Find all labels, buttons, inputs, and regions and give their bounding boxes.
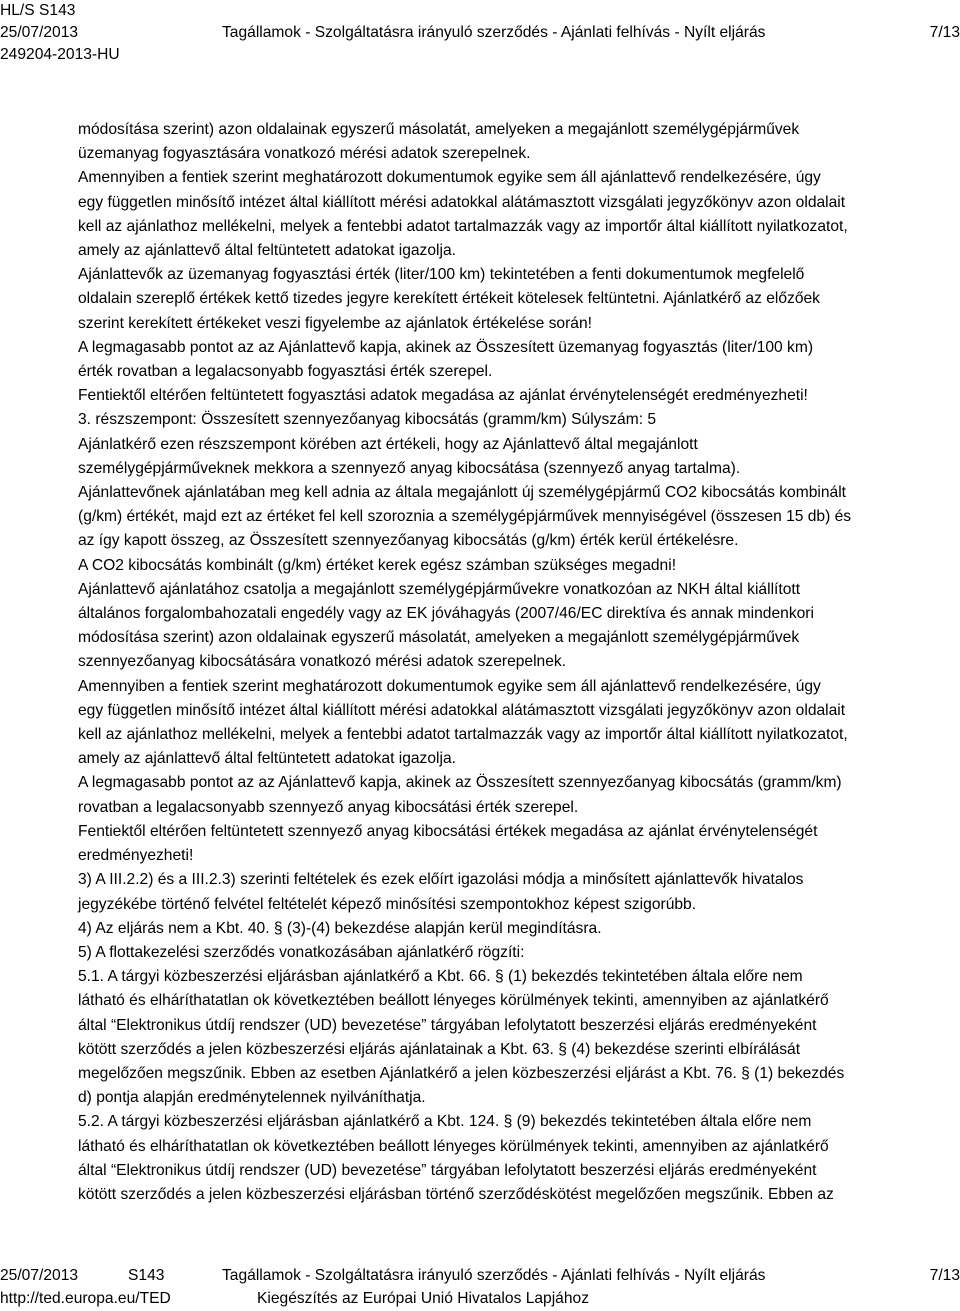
body-text-line: d) pontja alapján eredménytelennek nyilváníthatja. <box>78 1089 426 1107</box>
body-text-line: Ajánlatkérő ezen részszempont körében azt értékeli, hogy az Ajánlattevő által megajánlott <box>78 435 698 453</box>
body-text-line: 3. részszempont: Összesített szennyezőanyag kibocsátás (gramm/km) Súlyszám: 5 <box>78 411 657 429</box>
body-text-line: szerint kerekített értékeket veszi figyelembe az ajánlatok értékelése során! <box>78 314 592 332</box>
footer-line-1 <box>0 1264 960 1287</box>
body-text-line: kell az ajánlathoz mellékelni, melyek a fentebbi adatot tartalmazzák vagy az importőr által kiállított nyilatkozatot, <box>78 726 848 744</box>
page-header <box>0 0 960 70</box>
header-series: HL/S S143 <box>0 2 76 19</box>
body-text-line: 4) Az eljárás nem a Kbt. 40. § (3)-(4) bekezdése alapján kerül megindításra. <box>78 919 602 937</box>
body-text-line: Fentiektől eltérően feltüntetett szennyező anyag kibocsátási értékek megadása az ajánlat érvénytelenségét <box>78 822 818 840</box>
body-text-line: rovatban a legalacsonyabb szennyező anyag kibocsátási érték szerepel. <box>78 798 579 816</box>
footer-url[interactable]: http://ted.europa.eu/TED <box>0 1290 171 1307</box>
body-text-line: megelőzően megszűnik. Ebben az esetben Ajánlatkérő a jelen közbeszerzési eljárást a Kbt. 76. § (1) bekezdés <box>78 1064 845 1082</box>
header-line-3 <box>0 44 960 66</box>
body-text-line: kell az ajánlathoz mellékelni, melyek a fentebbi adatot tartalmazzák vagy az importőr által kiállított nyilatkozatot, <box>78 217 848 235</box>
body-text-line: Ajánlattevők az üzemanyag fogyasztási érték (liter/100 km) tekintetében a fenti dokumentumok megfelelő <box>78 266 805 284</box>
body-text-line: kötött szerződés a jelen közbeszerzési eljárás ajánlatainak a Kbt. 63. § (4) bekezdése szerinti elbírálását <box>78 1040 801 1058</box>
document-body <box>78 118 956 1207</box>
body-text-line: az így kapott összeg, az Összesített szennyezőanyag kibocsátás (g/km) érték kerül értékelésre. <box>78 532 739 550</box>
body-text-line: Fentiektől eltérően feltüntetett fogyasztási adatok megadása az ajánlat érvénytelenségét eredményezheti! <box>78 387 808 405</box>
header-notice-id: 249204-2013-HU <box>0 46 120 63</box>
header-title: Tagállamok - Szolgáltatásra irányuló szerződés - Ajánlati felhívás - Nyílt eljárás <box>222 24 766 41</box>
body-text-line: amely az ajánlattevő által feltüntetett adatokat igazolja. <box>78 750 456 768</box>
body-text-line: Amennyiben a fentiek szerint meghatározott dokumentumok egyike sem áll ajánlattevő rendelkezésére, úgy <box>78 677 821 695</box>
body-text-line: (g/km) értékét, majd ezt az értéket fel kell szoroznia a személygépjárművek mennyiségével (összesen 15 db) és <box>78 508 852 526</box>
footer-title: Tagállamok - Szolgáltatásra irányuló szerződés - Ajánlati felhívás - Nyílt eljárás <box>222 1267 766 1284</box>
body-text-line: Ajánlattevő ajánlatához csatolja a megajánlott személygépjárművekre vonatkozóan az NKH által kiállított <box>78 580 801 598</box>
body-text-line: módosítása szerint) azon oldalainak egyszerű másolatát, amelyeken a megajánlott személygépjárművek <box>78 121 800 138</box>
body-text-line: által “Elektronikus útdíj rendszer (UD) bevezetése” tárgyában lefolytatott beszerzési eljárás eredményeként <box>78 1016 817 1034</box>
body-text-line: 5) A flottakezelési szerződés vonatkozásában ajánlatkérő rögzíti: <box>78 943 525 961</box>
body-text-line: szennyezőanyag kibocsátására vonatkozó mérési adatok szerepelnek. <box>78 653 567 671</box>
body-text-line: A CO2 kibocsátás kombinált (g/km) értéket kerek egész számban szükséges megadni! <box>78 556 677 574</box>
body-text-line: érték rovatban a legalacsonyabb fogyasztási érték szerepel. <box>78 363 493 381</box>
body-text-line: látható és elháríthatatlan ok következtében beállott lényeges körülmények tekinti, amennyiben az ajánlatkérő <box>78 1137 829 1155</box>
body-text-line: 5.2. A tárgyi közbeszerzési eljárásban ajánlatkérő a Kbt. 124. § (9) bekezdés tekintetében általa előre nem <box>78 1113 812 1131</box>
header-line-2 <box>0 22 960 44</box>
footer-page-number: 7/13 <box>929 1267 960 1284</box>
body-text-line: üzemanyag fogyasztására vonatkozó mérési adatok szerepelnek. <box>78 145 531 163</box>
body-text-line: személygépjárműveknek mekkora a szennyező anyag kibocsátása (szennyező anyag tartalma). <box>78 459 741 477</box>
body-text-line: kötött szerződés a jelen közbeszerzési eljárásban történő szerződéskötést megelőzően megszűnik. Ebben az <box>78 1185 834 1203</box>
body-text-line: A legmagasabb pontot az az Ajánlattevő kapja, akinek az Összesített üzemanyag fogyasztás (liter/100 km) <box>78 338 814 356</box>
body-text-line: általános forgalombahozatali engedély vagy az EK jóváhagyás (2007/46/EC direktíva és annak mindenkori <box>78 605 814 623</box>
page-footer <box>0 1264 960 1311</box>
body-text-line: oldalain szereplő értékek kettő tizedes jegyre kerekített értékeit kötelesek feltüntetni. Ajánlatkérő az előzőek <box>78 290 820 308</box>
body-text-line: amely az ajánlattevő által feltüntetett adatokat igazolja. <box>78 242 456 260</box>
body-text-line: módosítása szerint) azon oldalainak egyszerű másolatát, amelyeken a megajánlott személygépjárművek <box>78 629 800 647</box>
body-text-line: 5.1. A tárgyi közbeszerzési eljárásban ajánlatkérő a Kbt. 66. § (1) bekezdés tekintetében általa előre nem <box>78 968 803 986</box>
body-text-line: eredményezheti! <box>78 847 194 865</box>
footer-line-2 <box>0 1287 960 1310</box>
header-line-1 <box>0 0 960 22</box>
header-page-number: 7/13 <box>929 24 960 41</box>
footer-date: 25/07/2013 <box>0 1267 79 1284</box>
body-text-line: látható és elháríthatatlan ok következtében beállott lényeges körülmények tekinti, amennyiben az ajánlatkérő <box>78 992 829 1010</box>
footer-series-id: S143 <box>128 1267 165 1284</box>
body-text-line: jegyzékébe történő felvétel feltételét képező minősítési szempontokhoz képest szigorúbb. <box>78 895 697 913</box>
body-text-line: egy független minősítő intézet által kiállított mérési adatokkal alátámasztott vizsgálati jegyzőkönyv azon oldalait <box>78 193 846 211</box>
body-text-line: A legmagasabb pontot az az Ajánlattevő kapja, akinek az Összesített szennyezőanyag kibocsátás (gramm/km) <box>78 774 842 792</box>
body-text-line: Amennyiben a fentiek szerint meghatározott dokumentumok egyike sem áll ajánlattevő rendelkezésére, úgy <box>78 169 821 187</box>
body-text-line: által “Elektronikus útdíj rendszer (UD) bevezetése” tárgyában lefolytatott beszerzési eljárás eredményeként <box>78 1161 817 1179</box>
body-text-line: 3) A III.2.2) és a III.2.3) szerinti feltételek és ezek előírt igazolási módja a minősített ajánlattevők hivatalos <box>78 871 804 889</box>
body-text-line: egy független minősítő intézet által kiállított mérési adatokkal alátámasztott vizsgálati jegyzőkönyv azon oldalait <box>78 701 846 719</box>
footer-publication: Kiegészítés az Európai Unió Hivatalos Lapjához <box>257 1290 589 1307</box>
body-text-line: Ajánlattevőnek ajánlatában meg kell adnia az általa megajánlott új személygépjármű CO2 kibocsátás kombinált <box>78 484 846 502</box>
header-date: 25/07/2013 <box>0 24 79 41</box>
